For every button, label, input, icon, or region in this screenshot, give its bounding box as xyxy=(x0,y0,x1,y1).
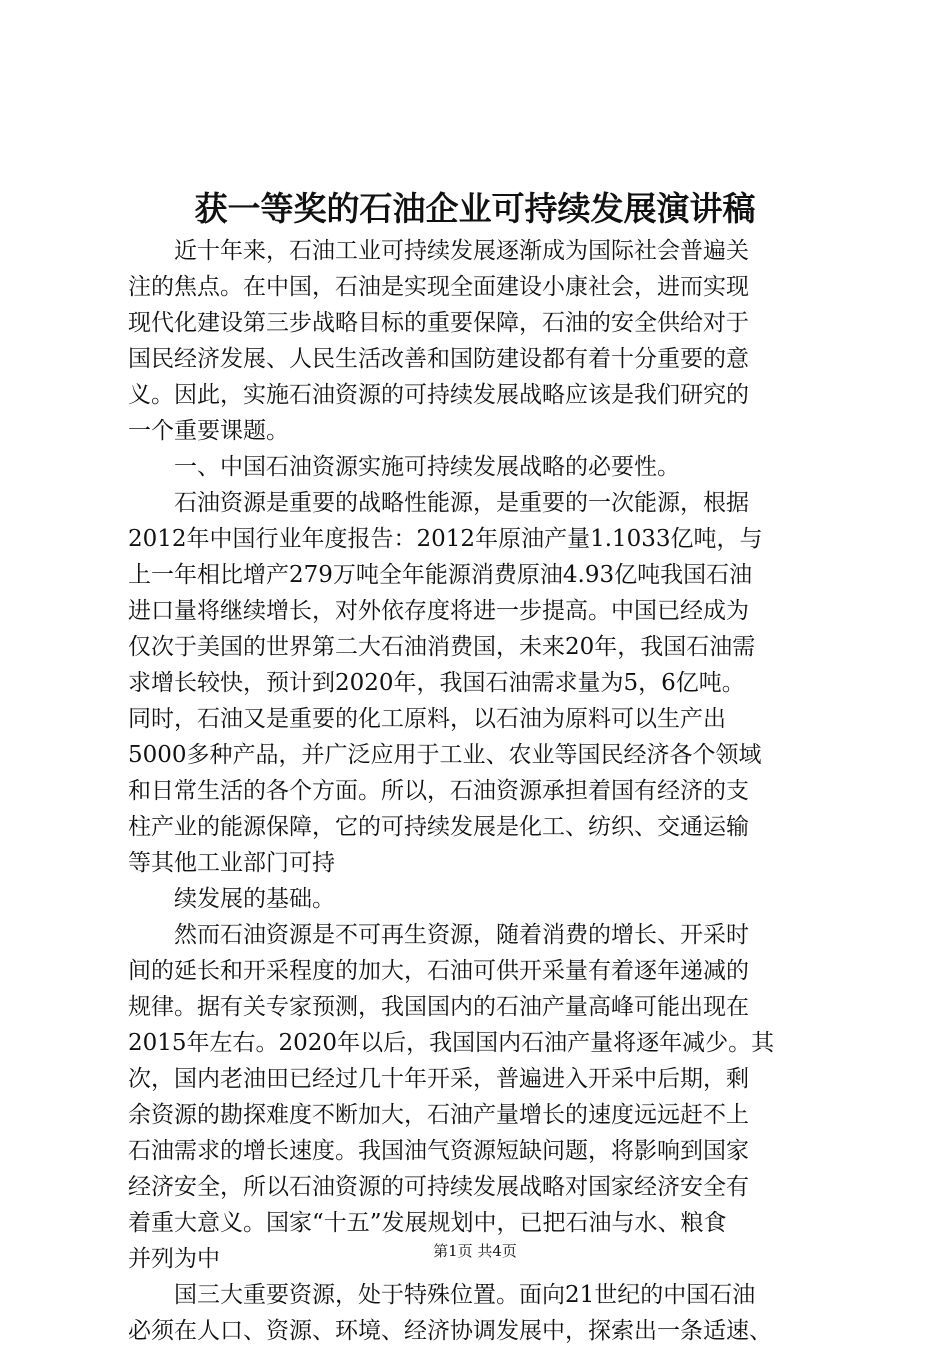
text-line: 然而石油资源是不可再生资源，随着消费的增长、开采时 xyxy=(128,922,749,948)
text-line: 规律。据有关专家预测，我国国内的石油产量高峰可能出现在 xyxy=(128,994,749,1020)
text-line: 和日常生活的各个方面。所以，石油资源承担着国有经济的支 xyxy=(128,778,749,804)
text-line: 求增长较快，预计到2020年，我国石油需求量为5，6亿吨。 xyxy=(128,670,745,696)
text-line: 一、中国石油资源实施可持续发展战略的必要性。 xyxy=(128,454,680,480)
text-line: 2012年中国行业年度报告：2012年原油产量1.1033亿吨，与 xyxy=(128,526,763,552)
document-body xyxy=(128,233,828,1349)
text-line: 等其他工业部门可持 xyxy=(128,850,335,876)
text-line: 5000多种产品，并广泛应用于工业、农业等国民经济各个领域 xyxy=(128,742,762,768)
text-line: 石油资源是重要的战略性能源，是重要的一次能源，根据 xyxy=(128,490,749,516)
text-line: 余资源的勘探难度不断加大，石油产量增长的速度远远赶不上 xyxy=(128,1102,749,1128)
text-line: 次，国内老油田已经过几十年开采，普遍进入开采中后期，剩 xyxy=(128,1066,749,1092)
text-line: 石油需求的增长速度。我国油气资源短缺问题，将影响到国家 xyxy=(128,1138,749,1164)
text-line: 间的延长和开采程度的加大，石油可供开采量有着逐年递减的 xyxy=(128,958,749,984)
document-title: 获一等奖的石油企业可持续发展演讲稿 xyxy=(194,189,756,228)
text-line: 仅次于美国的世界第二大石油消费国，未来20年，我国石油需 xyxy=(128,634,756,660)
text-line: 柱产业的能源保障，它的可持续发展是化工、纺织、交通运输 xyxy=(128,814,749,840)
text-line: 2015年左右。2020年以后，我国国内石油产量将逐年减少。其 xyxy=(128,1030,775,1056)
text-line: 现代化建设第三步战略目标的重要保障，石油的安全供给对于 xyxy=(128,310,749,336)
text-line: 注的焦点。在中国，石油是实现全面建设小康社会，进而实现 xyxy=(128,274,749,300)
text-line: 必须在人口、资源、环境、经济协调发展中，探索出一条适速、 xyxy=(128,1318,772,1344)
text-line: 一个重要课题。 xyxy=(128,418,289,444)
text-line: 上一年相比增产279万吨全年能源消费原油4.93亿吨我国石油 xyxy=(128,562,753,588)
text-line: 义。因此，实施石油资源的可持续发展战略应该是我们研究的 xyxy=(128,382,749,408)
text-line: 同时，石油又是重要的化工原料，以石油为原料可以生产出 xyxy=(128,706,726,732)
page-footer: 第1页 共4页 xyxy=(433,1242,517,1260)
text-line: 经济安全，所以石油资源的可持续发展战略对国家经济安全有 xyxy=(128,1174,749,1200)
text-line: 进口量将继续增长，对外依存度将进一步提高。中国已经成为 xyxy=(128,598,749,624)
text-line: 近十年来，石油工业可持续发展逐渐成为国际社会普遍关 xyxy=(128,238,749,264)
text-line: 国民经济发展、人民生活改善和国防建设都有着十分重要的意 xyxy=(128,346,749,372)
text-line: 着重大意义。国家“十五”发展规划中，已把石油与水、粮食 xyxy=(128,1210,727,1236)
text-line: 续发展的基础。 xyxy=(128,886,335,912)
text-line: 并列为中 xyxy=(128,1246,220,1272)
text-line: 国三大重要资源，处于特殊位置。面向21世纪的中国石油 xyxy=(128,1282,756,1308)
